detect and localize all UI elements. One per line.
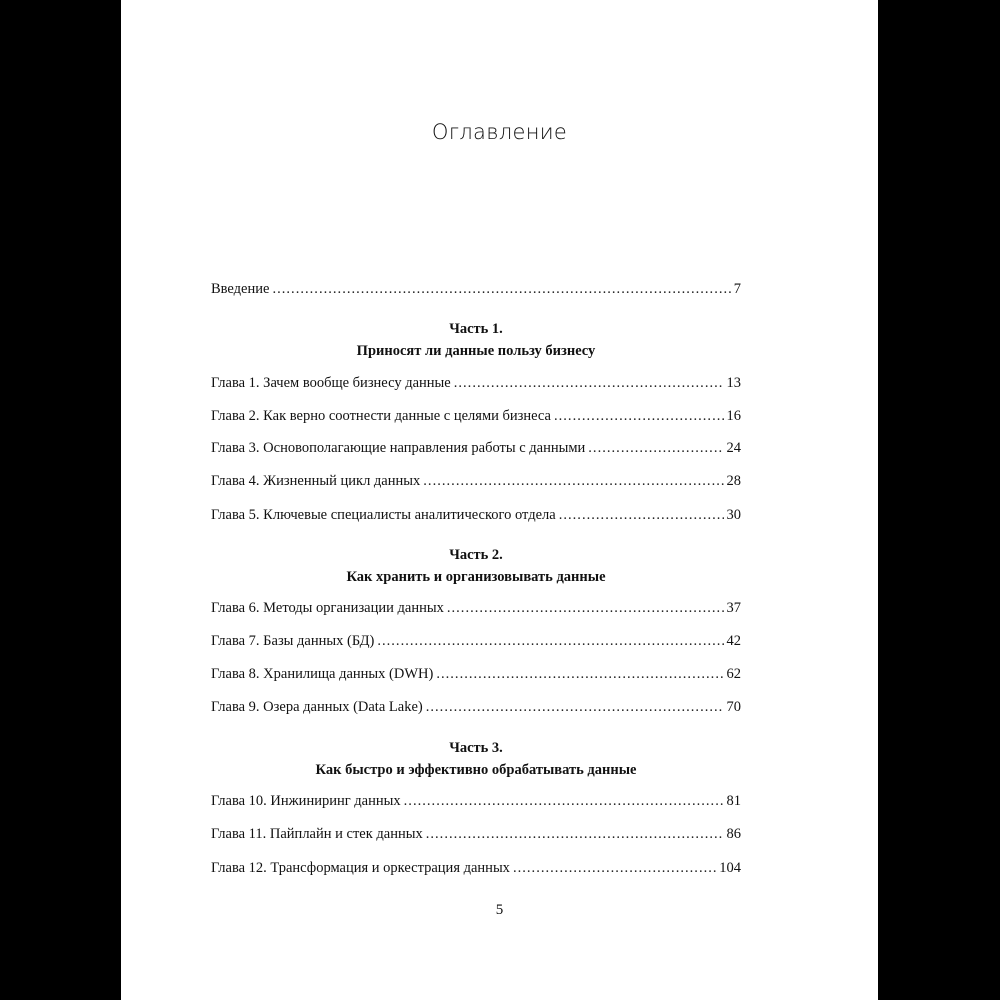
toc-entry-label: Глава 9. Озера данных (Data Lake)	[211, 699, 423, 715]
dot-leader	[447, 599, 724, 617]
dot-leader	[554, 407, 724, 425]
toc-entry-label: Глава 1. Зачем вообще бизнесу данные	[211, 375, 451, 391]
part-title: Как хранить и организовывать данные	[346, 569, 606, 585]
dot-leader	[426, 698, 724, 716]
toc-entry-chapter[interactable]	[211, 506, 741, 524]
toc-entry-intro[interactable]	[211, 280, 741, 298]
toc-entry-chapter[interactable]	[211, 792, 741, 810]
toc-entry-label: Глава 11. Пайплайн и стек данных	[211, 826, 423, 842]
dot-leader	[272, 280, 730, 298]
part-title: Как быстро и эффективно обрабатывать данные	[315, 762, 637, 778]
toc-entry-page: 86	[726, 826, 741, 842]
part-number: Часть 3.	[449, 740, 503, 756]
toc-entry-chapter[interactable]	[211, 472, 741, 490]
toc-entry-chapter[interactable]	[211, 665, 741, 683]
toc-entry-page: 16	[726, 408, 741, 424]
toc-entry-page: 13	[726, 375, 741, 391]
toc-entry-label: Глава 4. Жизненный цикл данных	[211, 473, 421, 489]
dot-leader	[513, 859, 716, 877]
toc-entry-chapter[interactable]	[211, 632, 741, 650]
toc-entry-label: Глава 10. Инжиниринг данных	[211, 793, 401, 809]
part-number: Часть 2.	[449, 547, 503, 563]
part-title: Приносят ли данные пользу бизнесу	[356, 343, 596, 359]
toc-entry-page: 81	[726, 793, 741, 809]
page-title: Оглавление	[431, 120, 568, 144]
toc-entry-label: Глава 8. Хранилища данных (DWH)	[211, 666, 434, 682]
toc-entry-page: 42	[726, 633, 741, 649]
book-page	[121, 0, 878, 1000]
toc-entry-label: Глава 6. Методы организации данных	[211, 600, 444, 616]
dot-leader	[559, 506, 724, 524]
toc-entry-chapter[interactable]	[211, 825, 741, 843]
toc-entry-chapter[interactable]	[211, 698, 741, 716]
toc-entry-page: 30	[726, 507, 741, 523]
part-heading-3	[211, 737, 741, 781]
toc-entry-label: Глава 5. Ключевые специалисты аналитического отдела	[211, 507, 556, 523]
toc-entry-label: Введение	[211, 281, 270, 297]
toc-entry-chapter[interactable]	[211, 374, 741, 392]
dot-leader	[588, 439, 723, 457]
toc-entry-page: 24	[726, 440, 741, 456]
toc-entry-page: 104	[719, 860, 741, 876]
dot-leader	[454, 374, 724, 392]
toc-entry-page: 62	[726, 666, 741, 682]
part-heading-1	[211, 318, 741, 362]
toc-entry-label: Глава 3. Основополагающие направления работы с данными	[211, 440, 586, 456]
toc-entry-page: 7	[733, 281, 741, 297]
toc-entry-chapter[interactable]	[211, 439, 741, 457]
dot-leader	[436, 665, 723, 683]
dot-leader	[423, 472, 723, 490]
toc-entry-chapter[interactable]	[211, 859, 741, 877]
toc-entry-page: 70	[726, 699, 741, 715]
toc-entry-chapter[interactable]	[211, 599, 741, 617]
toc-entry-chapter[interactable]	[211, 407, 741, 425]
toc-entry-page: 37	[726, 600, 741, 616]
toc-entry-label: Глава 2. Как верно соотнести данные с целями бизнеса	[211, 408, 551, 424]
dot-leader	[377, 632, 723, 650]
dot-leader	[426, 825, 724, 843]
part-heading-2	[211, 544, 741, 588]
part-number: Часть 1.	[449, 321, 503, 337]
page-number: 5	[495, 902, 504, 918]
toc-entry-page: 28	[726, 473, 741, 489]
toc-entry-label: Глава 12. Трансформация и оркестрация данных	[211, 860, 510, 876]
dot-leader	[404, 792, 724, 810]
toc-entry-label: Глава 7. Базы данных (БД)	[211, 633, 375, 649]
